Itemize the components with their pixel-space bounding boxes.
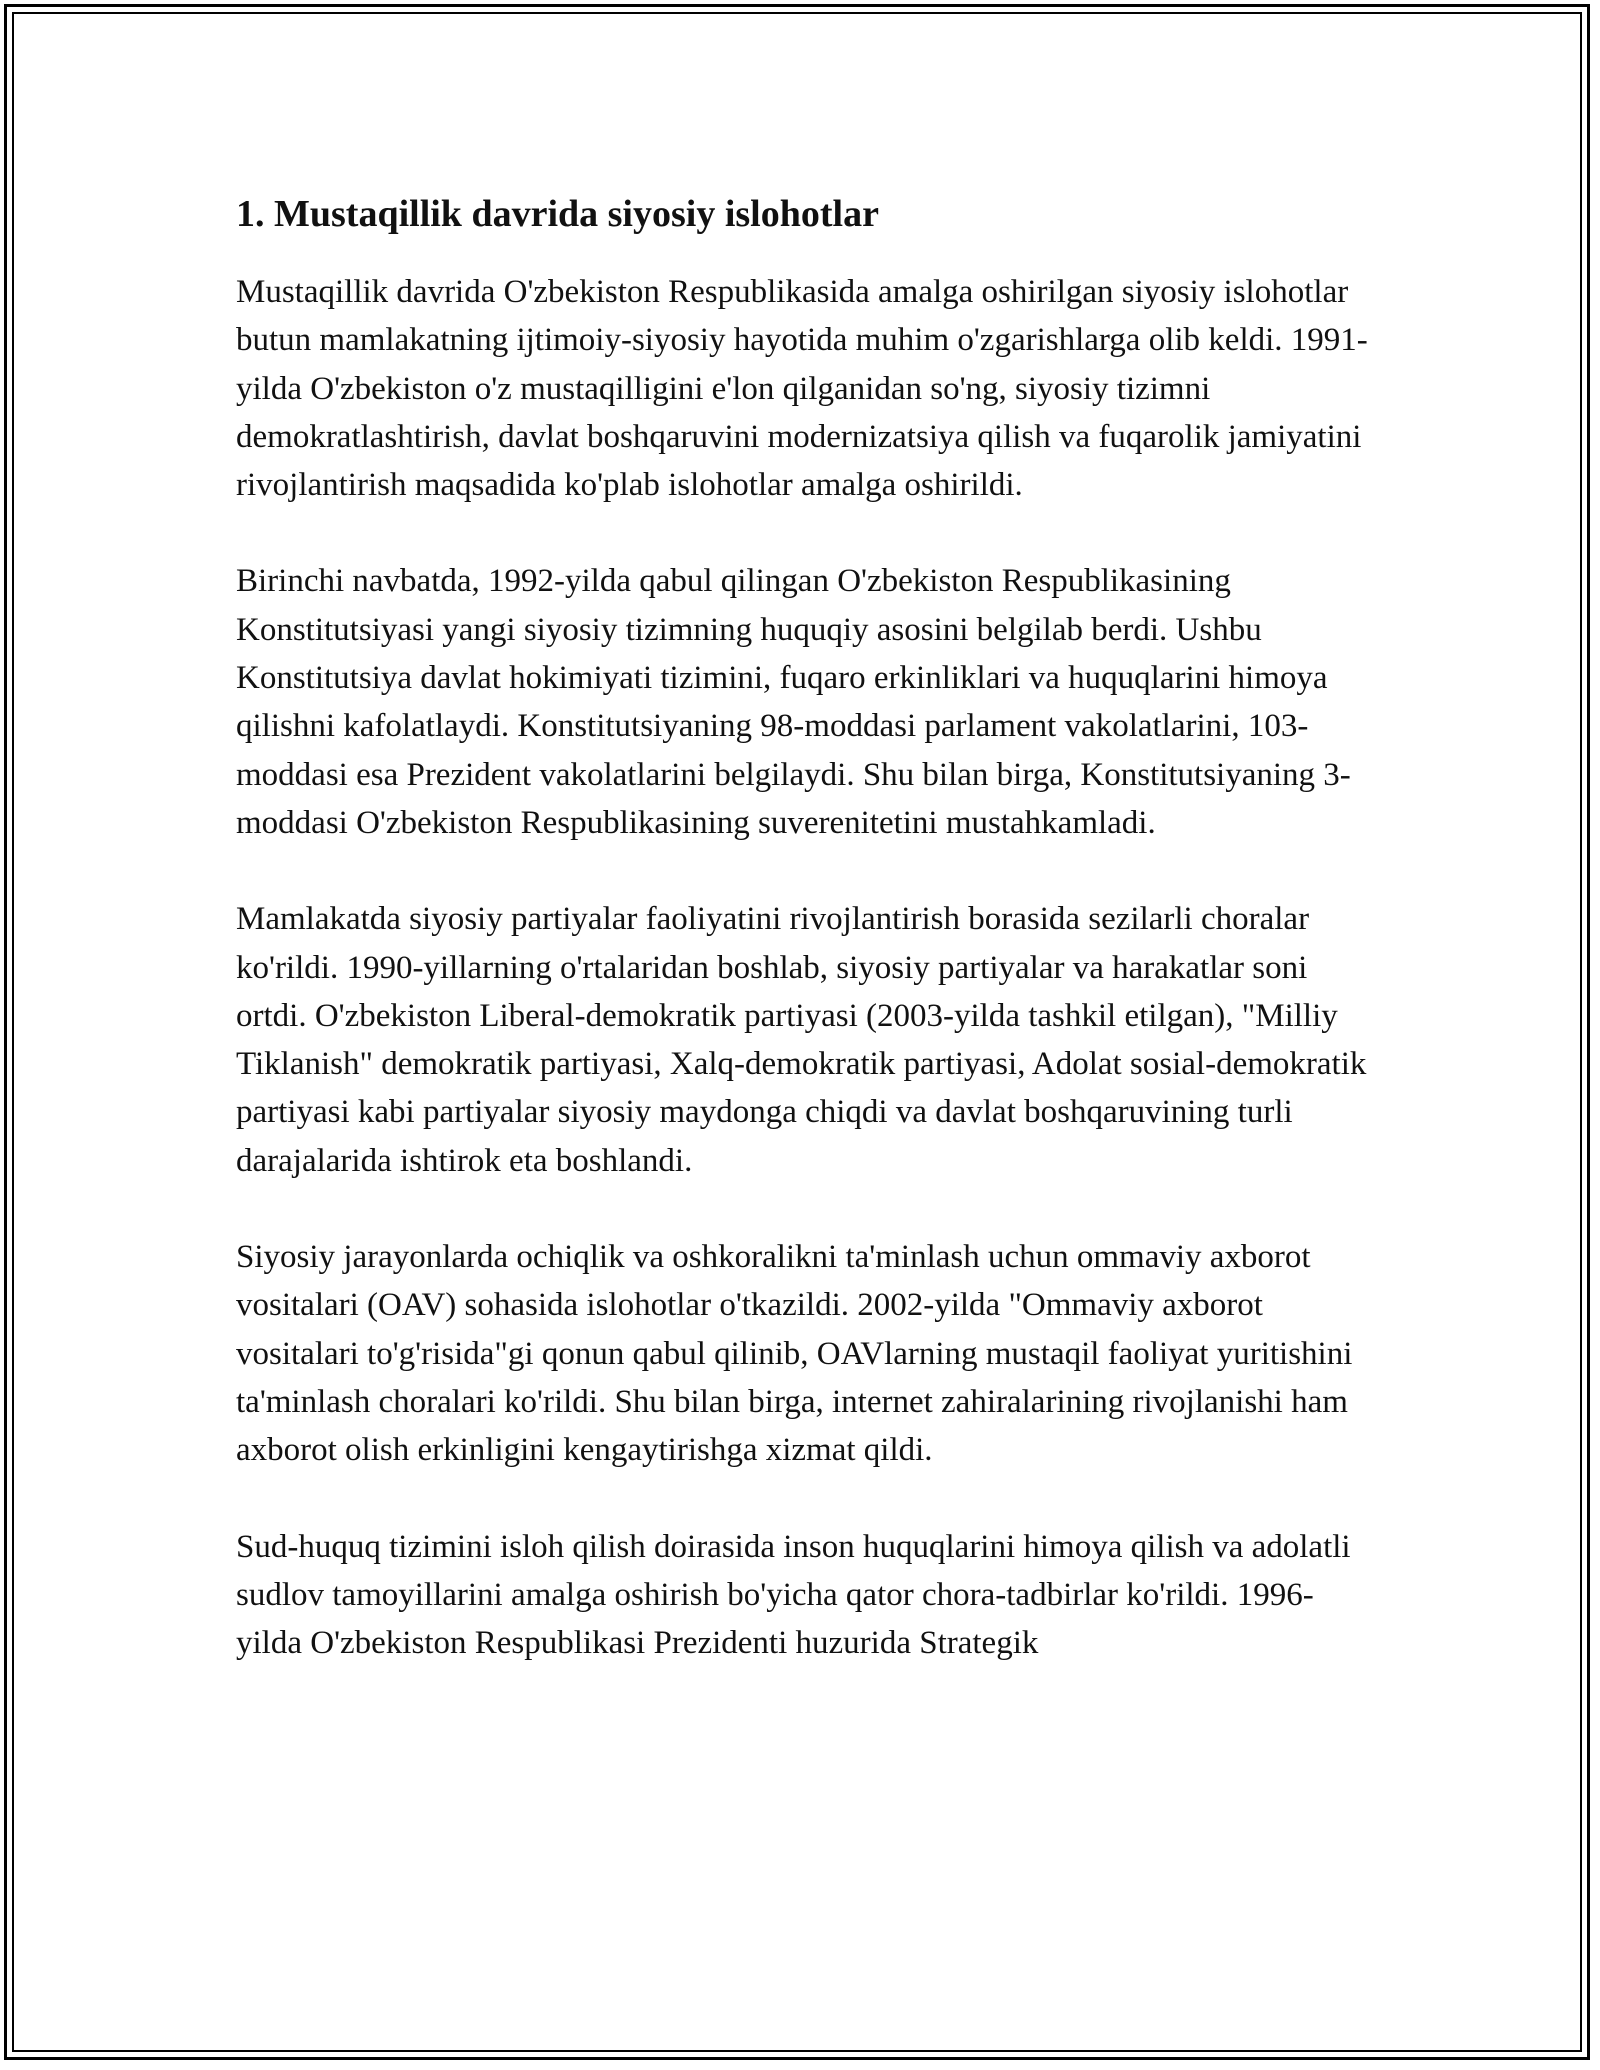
paragraph-mass-media: Siyosiy jarayonlarda ochiqlik va oshkoralikni ta'minlash uchun ommaviy axborot vositalari (OAV) sohasida islohotlar o'tkazildi. 2002-yilda "Ommaviy axborot vositalari to'g'risida"gi qonun qabul qilinib, OAVlarning mustaqil faoliyat yuritishini ta'minlash choralari ko'rildi. Shu bilan birga, internet zahiralarining rivojlanishi ham axborot olish erkinligini kengaytirishga xizmat qildi. <box>236 1239 1353 1469</box>
paragraph-political-parties: Mamlakatda siyosiy partiyalar faoliyatini rivojlantirish borasida sezilarli choralar ko'rildi. 1990-yillarning o'rtalaridan boshlab, siyosiy partiyalar va harakatlar soni ortdi. O'zbekiston Liberal-demokratik partiyasi (2003-yilda tashkil etilgan), "Milliy Tiklanish" demokratik partiyasi, Xalq-demokratik partiyasi, Adolat sosial-demokratik partiyasi kabi partiyalar siyosiy maydonga chiqdi va davlat boshqaruvining turli darajalarida ishtirok eta boshlandi. <box>236 901 1367 1179</box>
paragraph-judicial-reform: Sud-huquq tizimini isloh qilish doirasida inson huquqlarini himoya qilish va adolatli sudlov tamoyillarini amalga oshirish bo'yicha qator chora-tadbirlar ko'rildi. 1996-yilda O'zbekiston Respublikasi Prezidenti huzurida Strategik <box>236 1528 1351 1662</box>
section-heading: 1. Mustaqillik davrida siyosiy islohotlar <box>236 193 879 235</box>
paragraph-constitution: Birinchi navbatda, 1992-yilda qabul qilingan O'zbekiston Respublikasining Konstitutsiyasi yangi siyosiy tizimning huquqiy asosini belgilab berdi. Ushbu Konstitutsiya davlat hokimiyati tizimini, fuqaro erkinliklari va huquqlarini himoya qilishni kafolatlaydi. Konstitutsiyaning 98-moddasi parlament vakolatlarini, 103-moddasi esa Prezident vakolatlarini belgilaydi. Shu bilan birga, Konstitutsiyaning 3-moddasi O'zbekiston Respublikasining suverenitetini mustahkamladi. <box>236 563 1351 841</box>
document-body <box>236 186 1376 1715</box>
paragraph-independence-reforms: Mustaqillik davrida O'zbekiston Respublikasida amalga oshirilgan siyosiy islohotlar butun mamlakatning ijtimoiy-siyosiy hayotida muhim o'zgarishlarga olib keldi. 1991-yilda O'zbekiston o'z mustaqilligini e'lon qilganidan so'ng, siyosiy tizimni demokratlashtirish, davlat boshqaruvini modernizatsiya qilish va fuqarolik jamiyatini rivojlantirish maqsadida ko'plab islohotlar amalga oshirildi. <box>236 274 1368 504</box>
